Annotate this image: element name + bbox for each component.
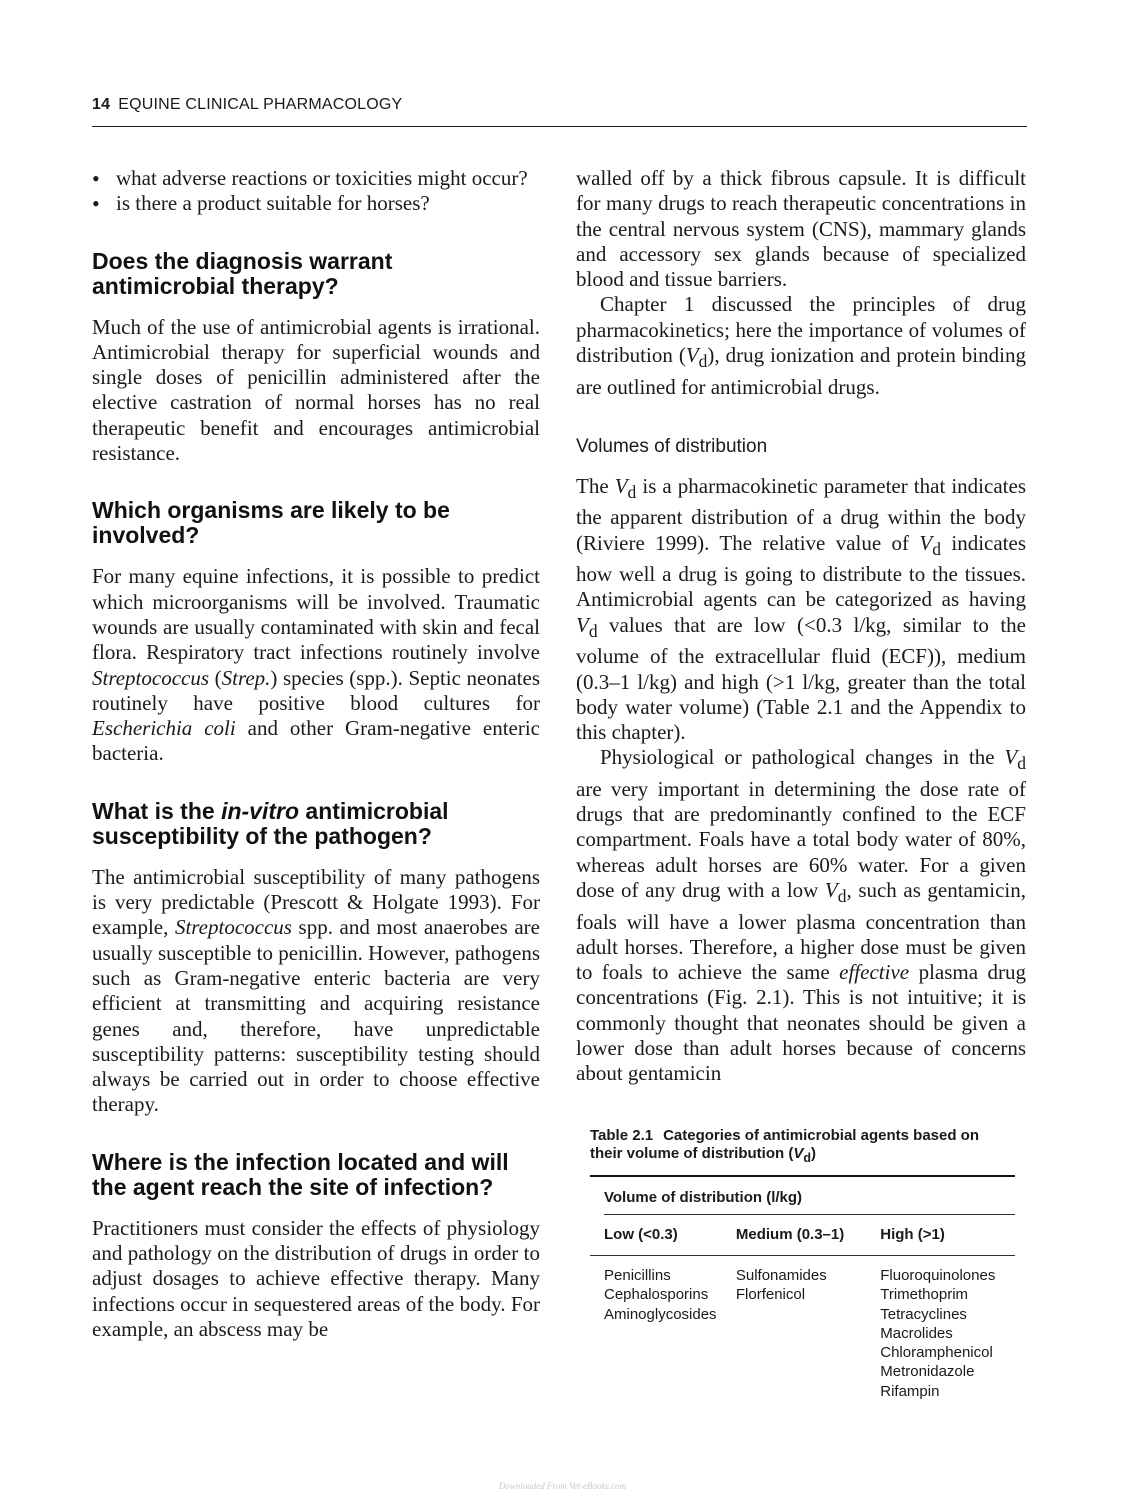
column-header: High (>1) bbox=[880, 1225, 945, 1243]
bullet-item: • is there a product suitable for horses? bbox=[92, 191, 540, 216]
running-head bbox=[92, 96, 402, 114]
left-column bbox=[92, 166, 540, 1342]
bullet-item: • what adverse reactions or toxicities might occur? bbox=[92, 166, 540, 191]
table-group-header: Volume of distribution (l/kg) bbox=[604, 1188, 803, 1206]
section-heading: Where is the infection located and will the agent reach the site of infection? bbox=[92, 1148, 509, 1200]
paragraph: The $V_d$ is a pharmacokinetic parameter that indicates the apparent distribution of a drug within the body (Riviere 1999). The relative value of $V_d$ indicates how well a drug is going to distribute to the tissues. Antimicrobial agents can be categorized as having $V_d$ values that are low (<0.3 l/kg, similar to the volume of the extracellular fluid (ECF)), medium (0.3–1 l/kg) and high (>1 l/kg, greater than the total body water volume) (Table 2.1 and the Appendix to this chapter). bbox=[576, 473, 1026, 745]
table-2-1 bbox=[590, 1127, 1015, 1401]
right-column bbox=[576, 166, 1026, 1401]
watermark-text: Downloaded From Vet-eBooks.com bbox=[498, 1481, 627, 1491]
table-caption: Table 2.1 Categories of antimicrobial agents based on their volume of distribution $(V_d)$ bbox=[590, 1126, 979, 1165]
page-number: 14 bbox=[92, 96, 111, 113]
paragraph: Much of the use of antimicrobial agents is irrational. Antimicrobial therapy for superficial wounds and single doses of penicillin administered after the elective castration of normal horses has no real therapeutic benefit and encourages antimicrobial resistance. bbox=[92, 314, 540, 466]
column-header: Low (<0.3) bbox=[604, 1225, 678, 1243]
table-cell-high: Fluoroquinolones Trimethoprim Tetracyclines Macrolides Chloramphenicol Metronidazole Rifampin bbox=[880, 1266, 996, 1400]
column-header: Medium (0.3–1) bbox=[735, 1225, 845, 1243]
subsection-heading: Volumes of distribution bbox=[576, 435, 768, 457]
paragraph: Practitioners must consider the effects of physiology and pathology on the distribution of drugs in order to adjust dosages to achieve effective therapy. Many infections occur in sequestered areas of the body. For example, an abscess may be bbox=[92, 1215, 540, 1341]
table-header-row bbox=[590, 1215, 1015, 1255]
table-cell-medium: Sulfonamides Florfenicol bbox=[735, 1266, 827, 1304]
header-rule bbox=[92, 126, 1027, 127]
section-heading: Which organisms are likely to be involved? bbox=[92, 497, 450, 549]
table-row bbox=[590, 1256, 1015, 1401]
running-title: EQUINE CLINICAL PHARMACOLOGY bbox=[118, 96, 403, 113]
paragraph: Physiological or pathological changes in the $V_d$ are very important in determining the dose rate of drugs that are predominantly confined to the ECF compartment. Foals have a total body water of 80%, whereas adult horses are 60% water. For a given dose of any drug with a low $V_d$, such as gentamicin, foals will have a lower plasma concentration than adult horses. Therefore, a higher dose must be given to foals to achieve the same effective plasma drug concentrations (Fig. 2.1). This is not intuitive; it is commonly thought that neonates should be given a lower dose than adult horses because of concerns about gentamicin bbox=[576, 745, 1026, 1086]
paragraph: walled off by a thick fibrous capsule. It is difficult for many drugs to reach therapeutic concentrations in the central nervous system (CNS), mammary glands and accessory sex glands because of specialized blood and tissue barriers. bbox=[576, 166, 1026, 292]
bullet-list bbox=[92, 166, 540, 217]
section-heading: Does the diagnosis warrant antimicrobial therapy? bbox=[92, 247, 393, 299]
paragraph: Chapter 1 discussed the principles of drug pharmacokinetics; here the importance of volumes of distribution $(V_d)$, drug ionization and protein binding are outlined for antimicrobial drugs. bbox=[576, 292, 1026, 399]
table-cell-low: Penicillins Cephalosporins Aminoglycosides bbox=[604, 1266, 717, 1323]
paragraph: For many equine infections, it is possible to predict which microorganisms will be involved. Traumatic wounds are usually contaminated with skin and fecal flora. Respiratory tract infections routinely involve Streptococcus (Strep.) species (spp.). Septic neonates routinely have positive blood cultures for Escherichia coli and other Gram-negative enteric bacteria. bbox=[92, 564, 540, 766]
section-heading: What is the in-vitro antimicrobial susceptibility of the pathogen? bbox=[92, 797, 449, 849]
paragraph: The antimicrobial susceptibility of many pathogens is very predictable (Prescott & Holgate 1993). For example, Streptococcus spp. and most anaerobes are usually susceptible to penicillin. However, pathogens such as Gram-negative enteric bacteria are very efficient at transmitting and acquiring resistance genes and, therefore, have unpredictable susceptibility patterns: susceptibility testing should always be carried out in order to choose effective therapy. bbox=[92, 864, 540, 1117]
